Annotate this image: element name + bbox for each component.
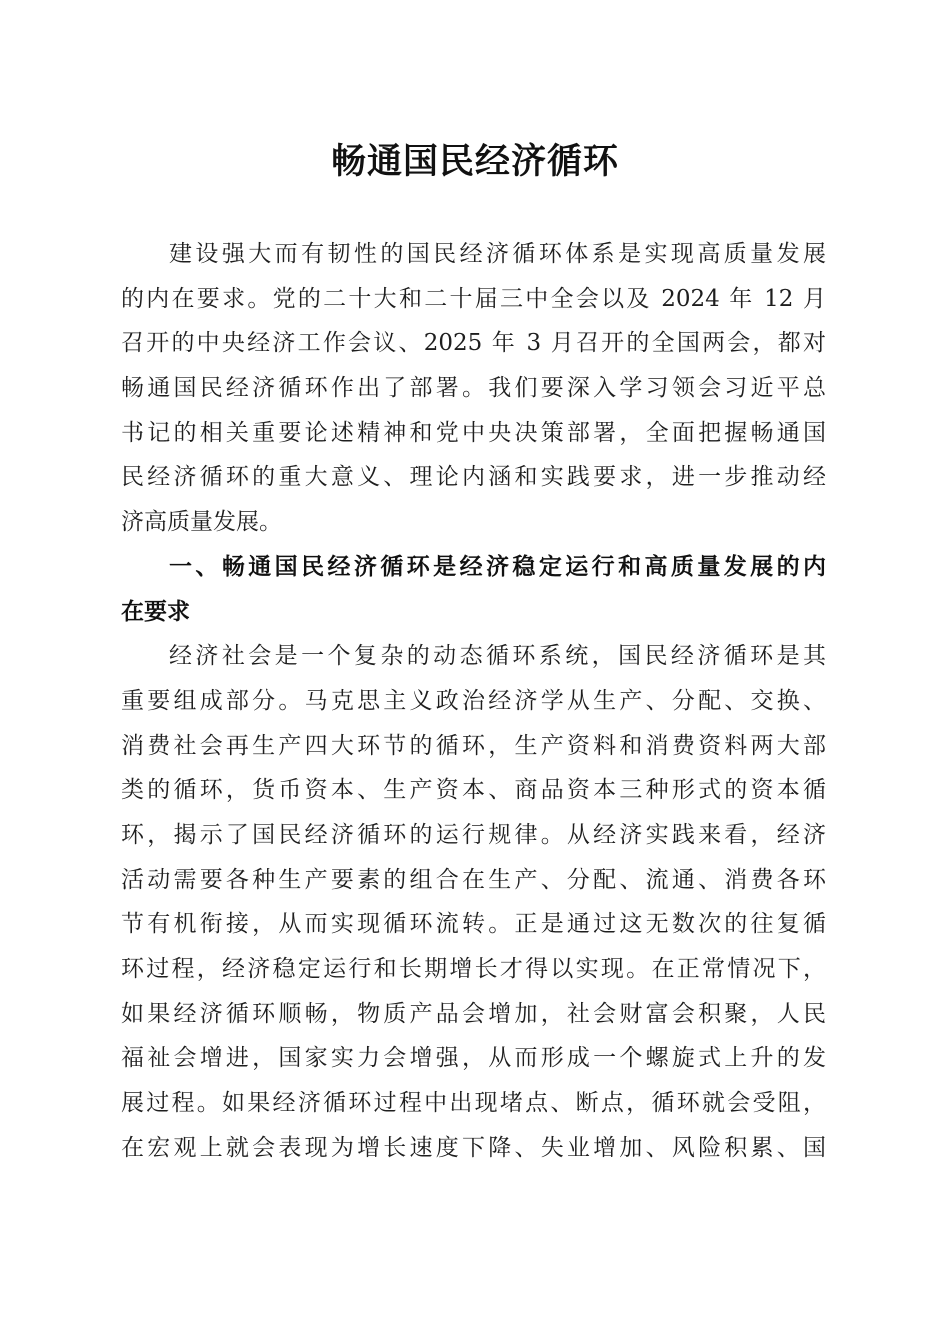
document-body — [121, 232, 826, 1170]
intro-paragraph — [121, 232, 826, 545]
text-line: 在宏观上就会表现为增长速度下降、失业增加、风险积累、国 — [121, 1134, 826, 1161]
text-line: 畅通国民经济循环作出了部署。我们要深入学习领会习近平总 — [121, 375, 826, 402]
heading-line: 一、畅通国民经济循环是经济稳定运行和高质量发展的内 — [169, 553, 826, 580]
text-line: 环，揭示了国民经济循环的运行规律。从经济实践来看，经济 — [121, 821, 826, 848]
text-line: 消费社会再生产四大环节的循环，生产资料和消费资料两大部 — [121, 732, 826, 759]
document-title: 畅通国民经济循环 — [330, 141, 619, 182]
text-line: 经济社会是一个复杂的动态循环系统，国民经济循环是其 — [169, 643, 826, 670]
text-line: 福祉会增进，国家实力会增强，从而形成一个螺旋式上升的发 — [121, 1045, 826, 1072]
section-1-paragraph — [121, 634, 826, 1170]
text-line: 民经济循环的重大意义、理论内涵和实践要求，进一步推动经 — [121, 464, 826, 491]
text-line: 活动需要各种生产要素的组合在生产、分配、流通、消费各环 — [121, 866, 826, 893]
text-line: 重要组成部分。马克思主义政治经济学从生产、分配、交换、 — [121, 687, 826, 714]
text-line: 济高质量发展。 — [121, 509, 282, 536]
section-heading-1 — [121, 545, 826, 634]
text-line: 建设强大而有韧性的国民经济循环体系是实现高质量发展 — [169, 241, 826, 267]
heading-line: 在要求 — [121, 598, 190, 625]
text-line: 召开的中央经济工作会议、2025 年 3 月召开的全国两会，都对 — [121, 330, 826, 357]
text-line: 展过程。如果经济循环过程中出现堵点、断点，循环就会受阻， — [121, 1090, 826, 1117]
text-line: 的内在要求。党的二十大和二十届三中全会以及 2024 年 12 月 — [121, 285, 826, 312]
text-line: 类的循环，货币资本、生产资本、商品资本三种形式的资本循 — [121, 777, 826, 804]
text-line: 如果经济循环顺畅，物质产品会增加，社会财富会积聚，人民 — [121, 1000, 826, 1027]
text-line: 节有机衔接，从而实现循环流转。正是通过这无数次的往复循 — [121, 911, 826, 938]
text-line: 环过程，经济稳定运行和长期增长才得以实现。在正常情况下， — [121, 956, 826, 982]
text-line: 书记的相关重要论述精神和党中央决策部署，全面把握畅通国 — [121, 419, 826, 446]
